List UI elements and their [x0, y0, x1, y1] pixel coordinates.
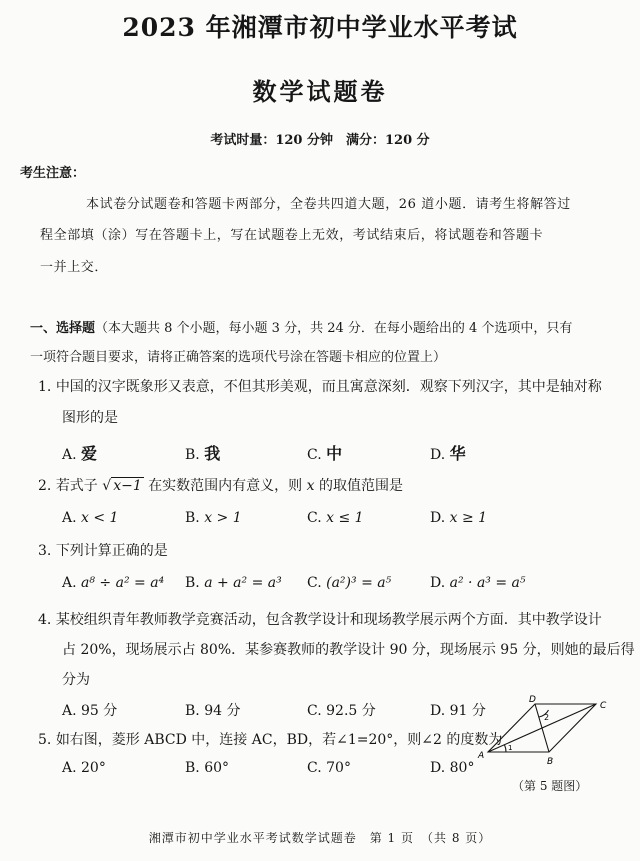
- q4-option-b: B. 94 分: [185, 703, 241, 719]
- question-number: 4.: [38, 612, 52, 628]
- exam-info: 考试时量：120 分钟 满分：120 分: [210, 133, 430, 148]
- q2-option-b: B. x > 1: [185, 510, 242, 526]
- notice-line-2: 程全部填（涂）写在答题卡上，写在试题卷上无效，考试结束后，将试题卷和答题卡: [40, 228, 544, 243]
- q3-option-c: C. (a²)³ = a⁵: [307, 575, 392, 591]
- vertex-a-label: A: [478, 751, 485, 761]
- vertex-c-label: C: [600, 701, 607, 711]
- question-1-stem: [38, 377, 602, 397]
- question-4-stem: [38, 610, 602, 630]
- exam-title: 2023 年湘潭市初中学业水平考试: [122, 13, 518, 42]
- q2-option-c: C. x ≤ 1: [307, 510, 364, 526]
- section-1-header: [30, 317, 572, 336]
- question-1-stem-1: 中国的汉字既象形又表意，不但其形美观，而且寓意深刻．观察下列汉字，其中是轴对称: [55, 379, 602, 395]
- rhombus-figure: [476, 694, 616, 774]
- section-1-title: 一、选择题: [30, 321, 96, 336]
- question-number: 5.: [38, 732, 52, 748]
- paper-subtitle: 数学试题卷: [252, 77, 388, 106]
- q1-option-a: A. 爱: [62, 444, 98, 463]
- question-number: 2.: [38, 478, 52, 494]
- vertex-d-label: D: [529, 695, 536, 705]
- angle-1-label: 1: [508, 744, 513, 752]
- section-1-desc-1: （本大题共 8 个小题，每小题 3 分，共 24 分．在每小题给出的 4 个选项中，只有: [95, 321, 573, 336]
- vertex-b-label: B: [547, 757, 554, 767]
- notice-line-3: 一并上交．: [40, 260, 109, 275]
- question-3-stem: [38, 541, 168, 561]
- q4-option-d: D. 91 分: [430, 703, 486, 719]
- q4-option-c: C. 92.5 分: [307, 703, 376, 719]
- q5-option-a: A. 20°: [62, 760, 106, 776]
- question-1-stem-2: 图形的是: [62, 410, 118, 426]
- diagonal-bd: [535, 704, 549, 752]
- page-footer: 湘潭市初中学业水平考试数学试题卷 第 1 页 （共 8 页）: [148, 831, 492, 845]
- q5-option-b: B. 60°: [185, 760, 230, 776]
- q5-option-c: C. 70°: [307, 760, 351, 776]
- question-5-stem: [38, 730, 502, 750]
- question-4-stem-3: 分为: [62, 672, 90, 688]
- angle-1-arc: [505, 745, 507, 752]
- question-number: 3.: [38, 543, 52, 559]
- q5-option-d: D. 80°: [430, 760, 475, 776]
- figure-caption: （第 5 题图）: [512, 779, 588, 793]
- question-number: 1.: [38, 379, 52, 395]
- q3-option-a: A. a⁸ ÷ a² = a⁴: [62, 575, 165, 591]
- q4-option-a: A. 95 分: [62, 703, 118, 719]
- q1-option-d: D. 华: [430, 444, 466, 463]
- question-4-stem-1: 某校组织青年教师教学竞赛活动，包含教学设计和现场教学展示两个方面．其中教学设计: [55, 612, 602, 628]
- notice-line-1: 本试卷分试题卷和答题卡两部分，全卷共四道大题，26 道小题．请考生将解答过: [86, 197, 571, 212]
- question-3-stem-1: 下列计算正确的是: [55, 543, 168, 559]
- sqrt-expression: √ x−1: [102, 478, 142, 494]
- q3-option-d: D. a² · a³ = a⁵: [430, 575, 526, 591]
- question-5-stem-1: 如右图，菱形 ABCD 中，连接 AC，BD，若∠1=20°，则∠2 的度数为: [55, 732, 503, 748]
- section-1-desc-2: 一项符合题目要求，请将正确答案的选项代号涂在答题卡相应的位置上）: [30, 350, 447, 365]
- question-4-stem-2: 占 20%，现场展示占 80%．某参赛教师的教学设计 90 分，现场展示 95 分，则她的最后得: [62, 642, 635, 658]
- notice-heading: 考生注意：: [20, 166, 86, 181]
- q2-option-a: A. x < 1: [62, 510, 119, 526]
- angle-2-label: 2: [544, 713, 550, 722]
- question-2-stem: 2. 若式子 √ x−1 在实数范围内有意义，则 x 的取值范围是: [38, 478, 403, 494]
- q1-option-c: C. 中: [307, 444, 343, 463]
- q1-option-b: B. 我: [185, 444, 221, 463]
- q2-option-d: D. x ≥ 1: [430, 510, 488, 526]
- q3-option-b: B. a + a² = a³: [185, 575, 282, 591]
